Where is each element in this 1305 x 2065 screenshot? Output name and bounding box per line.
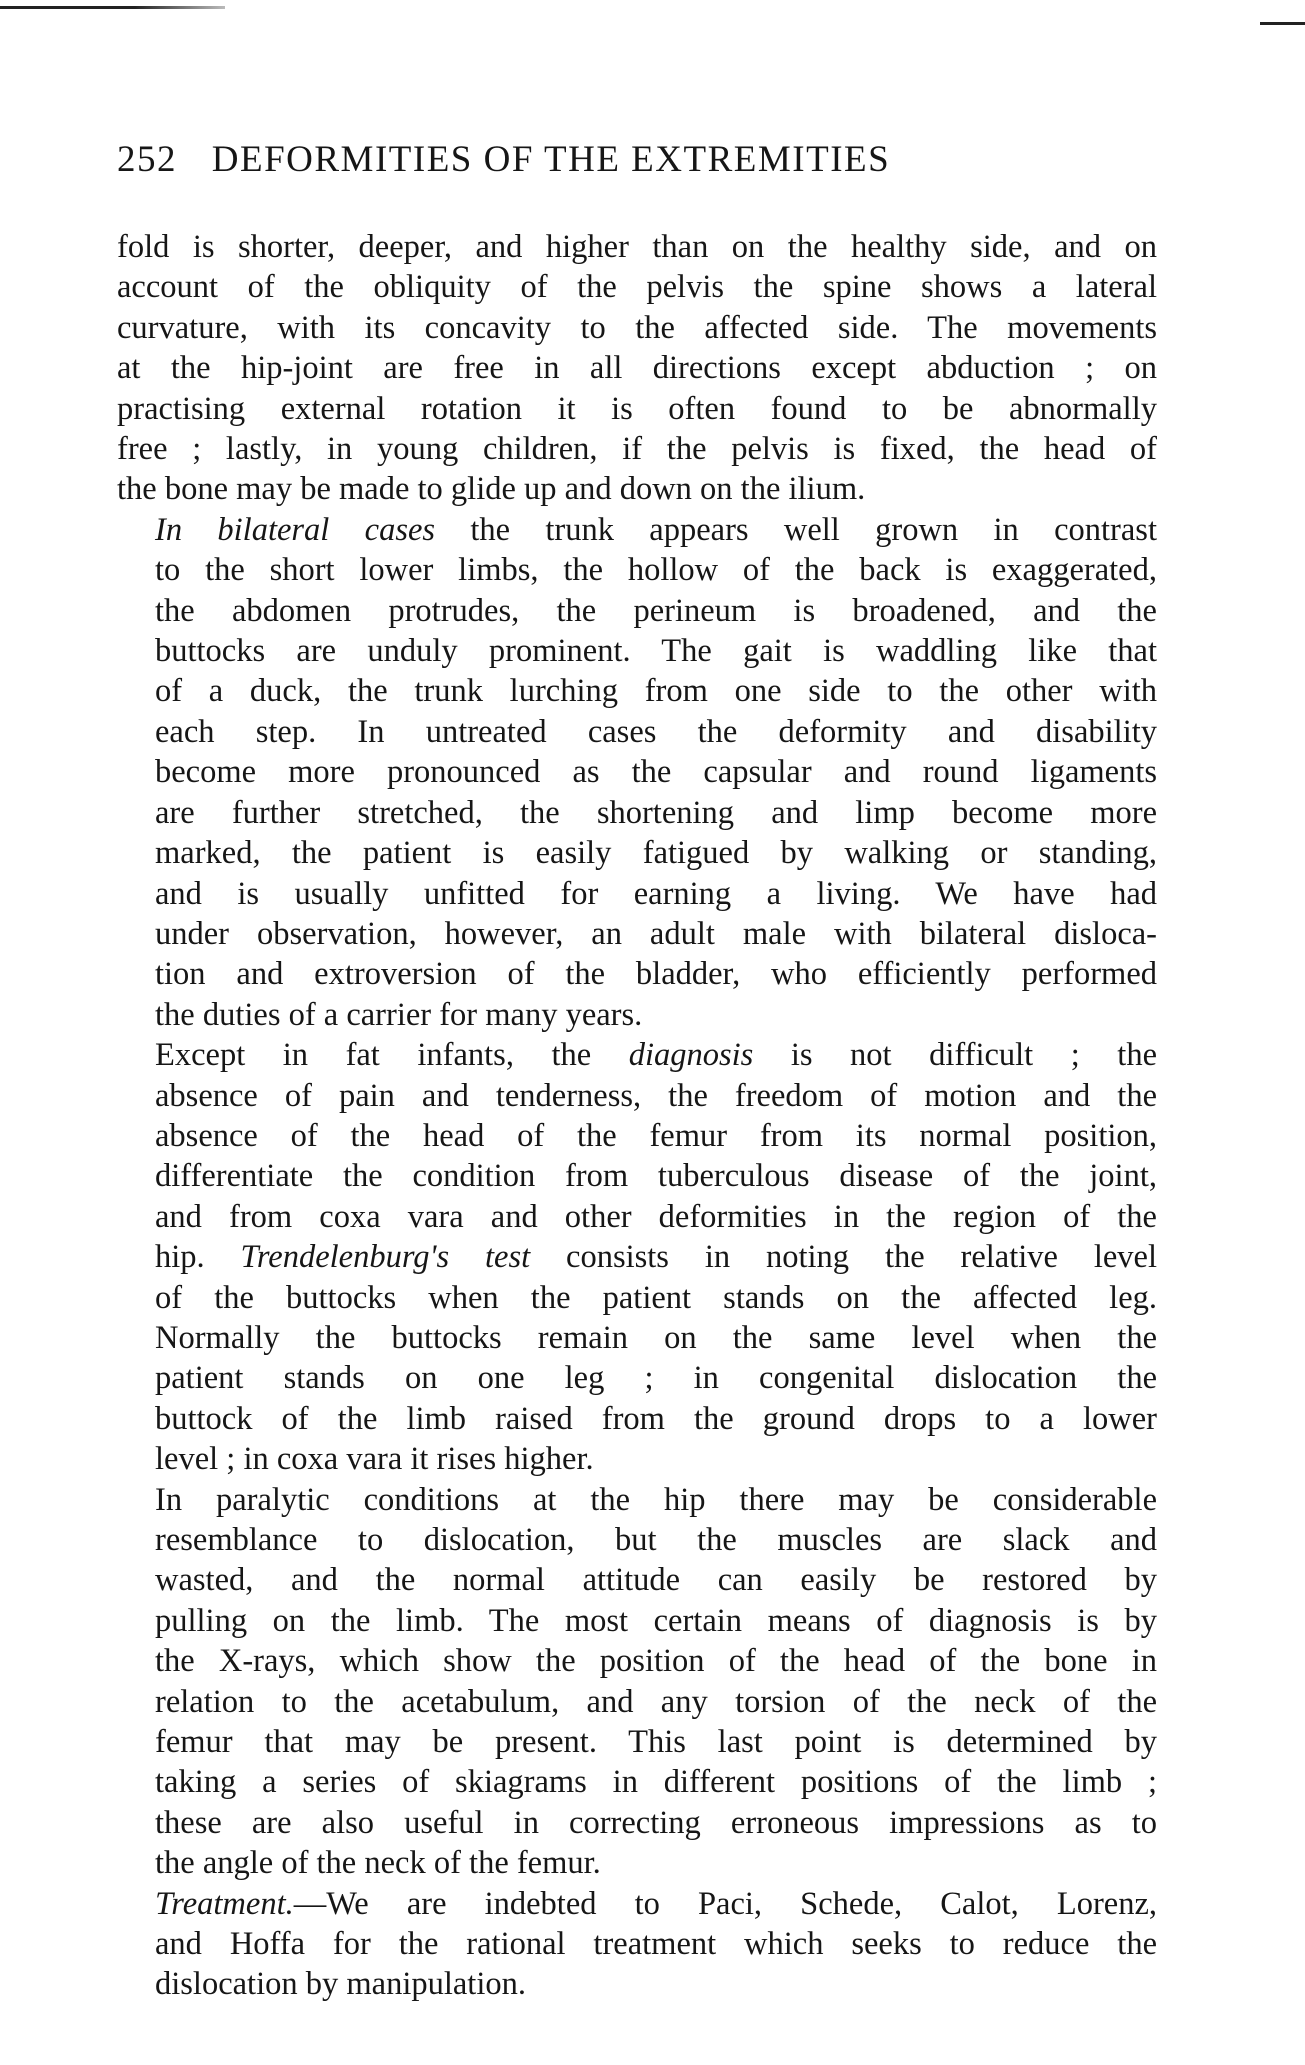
text-line [117, 227, 1157, 267]
text-line [117, 1439, 1157, 1479]
text-run: pulling on the limb. The most certain means of diagnosis is by [155, 1602, 1157, 1639]
paragraph-treatment [117, 1884, 1157, 2005]
text-run: curvature, with its concavity to the affected side. The movements [117, 309, 1157, 346]
top-right-rule [1260, 22, 1305, 25]
text-run: buttock of the limb raised from the ground drops to a lower [155, 1400, 1157, 1437]
text-run: and from coxa vara and other deformities in the region of the [155, 1198, 1157, 1235]
text-run: to the short lower limbs, the hollow of the back is exaggerated, [155, 552, 1157, 589]
text-run: become more pronounced as the capsular and round ligaments [155, 754, 1157, 791]
text-line [117, 1197, 1157, 1237]
running-header [117, 138, 1157, 181]
body-text [117, 227, 1157, 2005]
text-run: tion and extroversion of the bladder, who efficiently performed [155, 956, 1157, 993]
text-line [117, 1076, 1157, 1116]
text-line [117, 1358, 1157, 1398]
text-line [117, 954, 1157, 994]
text-line [117, 1682, 1157, 1722]
text-line [117, 1843, 1157, 1883]
text-run: these are also useful in correcting erroneous impressions as to [155, 1804, 1157, 1841]
text-line [117, 833, 1157, 873]
text-line [117, 1035, 1157, 1075]
paragraph-paralytic-conditions [117, 1480, 1157, 1884]
text-run: consists in noting the relative level [530, 1239, 1158, 1276]
text-line [117, 1399, 1157, 1439]
text-run: —We are indebted to Paci, Schede, Calot, Lorenz, [293, 1885, 1157, 1922]
text-line [117, 267, 1157, 307]
text-line [117, 1924, 1157, 1964]
text-run: the trunk appears well grown in contrast [435, 511, 1157, 548]
text-run: absence of pain and tenderness, the freedom of motion and the [155, 1077, 1157, 1114]
text-line [117, 1278, 1157, 1318]
text-line [117, 793, 1157, 833]
text-line [117, 1722, 1157, 1762]
text-run: is not difficult ; the [753, 1037, 1158, 1074]
text-line [117, 389, 1157, 429]
text-line [117, 1641, 1157, 1681]
text-line [117, 914, 1157, 954]
paragraph-1 [117, 227, 1157, 510]
text-run: and is usually unfitted for earning a living. We have had [155, 875, 1157, 912]
text-run: resemblance to dislocation, but the muscles are slack and [155, 1522, 1157, 1558]
text-run: hip. [155, 1239, 241, 1276]
text-line [117, 995, 1157, 1035]
running-title: DEFORMITIES OF THE EXTREMITIES [211, 139, 891, 180]
text-line [117, 1116, 1157, 1156]
text-line [117, 308, 1157, 348]
text-run: practising external rotation it is often found to be abnormally [117, 390, 1157, 427]
text-run: free ; lastly, in young children, if the pelvis is fixed, the head of [117, 431, 1157, 468]
italic-text: diagnosis [628, 1037, 754, 1074]
text-run: fold is shorter, deeper, and higher than on the healthy side, and on [117, 229, 1157, 265]
text-line [117, 712, 1157, 752]
text-run: the abdomen protrudes, the perineum is broadened, and the [155, 592, 1157, 629]
text-run: marked, the patient is easily fatigued by walking or standing, [155, 835, 1157, 872]
text-line [117, 752, 1157, 792]
text-line [117, 429, 1157, 469]
text-run: and Hoffa for the rational treatment which seeks to reduce the [155, 1926, 1157, 1963]
text-run: the X-rays, which show the position of the head of the bone in [155, 1643, 1157, 1680]
text-run: differentiate the condition from tuberculous disease of the joint, [155, 1158, 1157, 1195]
text-line [117, 1156, 1157, 1196]
text-line [117, 631, 1157, 671]
italic-text: Treatment. [155, 1885, 294, 1922]
text-line [117, 1237, 1157, 1277]
text-line [117, 1318, 1157, 1358]
text-run: buttocks are unduly prominent. The gait is waddling like that [155, 633, 1157, 670]
text-run: relation to the acetabulum, and any torsion of the neck of the [155, 1683, 1157, 1720]
text-line [117, 510, 1157, 550]
text-run: Except in fat infants, the [155, 1037, 629, 1074]
text-run: the angle of the neck of the femur. [155, 1845, 601, 1882]
text-line [117, 1601, 1157, 1641]
text-line [117, 1520, 1157, 1560]
text-run: In paralytic conditions at the hip there may be considerable [155, 1481, 1157, 1518]
text-line [117, 671, 1157, 711]
text-line [117, 469, 1157, 509]
top-left-rule [0, 6, 225, 9]
text-run: are further stretched, the shortening and limp become more [155, 794, 1157, 831]
text-run: the bone may be made to glide up and down on the ilium. [117, 471, 866, 508]
text-line [117, 550, 1157, 590]
text-line [117, 1762, 1157, 1802]
italic-text: Trendelenburg's test [240, 1239, 531, 1276]
text-line [117, 1964, 1157, 2004]
italic-text: In bilateral cases [155, 511, 436, 548]
text-run: level ; in coxa vara it rises higher. [155, 1441, 594, 1478]
paragraph-bilateral-cases [117, 510, 1157, 1035]
text-run: femur that may be present. This last point is determined by [155, 1724, 1157, 1761]
page-number: 252 [117, 139, 177, 180]
text-run: each step. In untreated cases the deformity and disability [155, 713, 1157, 750]
text-run: patient stands on one leg ; in congenital dislocation the [155, 1360, 1157, 1397]
text-run: wasted, and the normal attitude can easily be restored by [155, 1562, 1157, 1599]
text-line [117, 348, 1157, 388]
text-run: under observation, however, an adult male with bilateral disloca- [155, 915, 1157, 952]
text-run: the duties of a carrier for many years. [155, 996, 643, 1033]
text-run: Normally the buttocks remain on the same level when the [155, 1319, 1157, 1356]
paragraph-diagnosis [117, 1035, 1157, 1479]
text-line [117, 1803, 1157, 1843]
text-run: dislocation by manipulation. [155, 1966, 526, 2003]
text-run: taking a series of skiagrams in different positions of the limb ; [155, 1764, 1157, 1801]
text-run: of the buttocks when the patient stands on the affected leg. [155, 1279, 1157, 1316]
text-run: absence of the head of the femur from its normal position, [155, 1117, 1157, 1154]
text-line [117, 1480, 1157, 1520]
text-run: of a duck, the trunk lurching from one side to the other with [155, 673, 1157, 710]
text-line [117, 1884, 1157, 1924]
text-line [117, 591, 1157, 631]
text-run: account of the obliquity of the pelvis the spine shows a lateral [117, 269, 1157, 306]
text-line [117, 1560, 1157, 1600]
text-run: at the hip-joint are free in all directions except abduction ; on [117, 350, 1157, 387]
text-line [117, 874, 1157, 914]
